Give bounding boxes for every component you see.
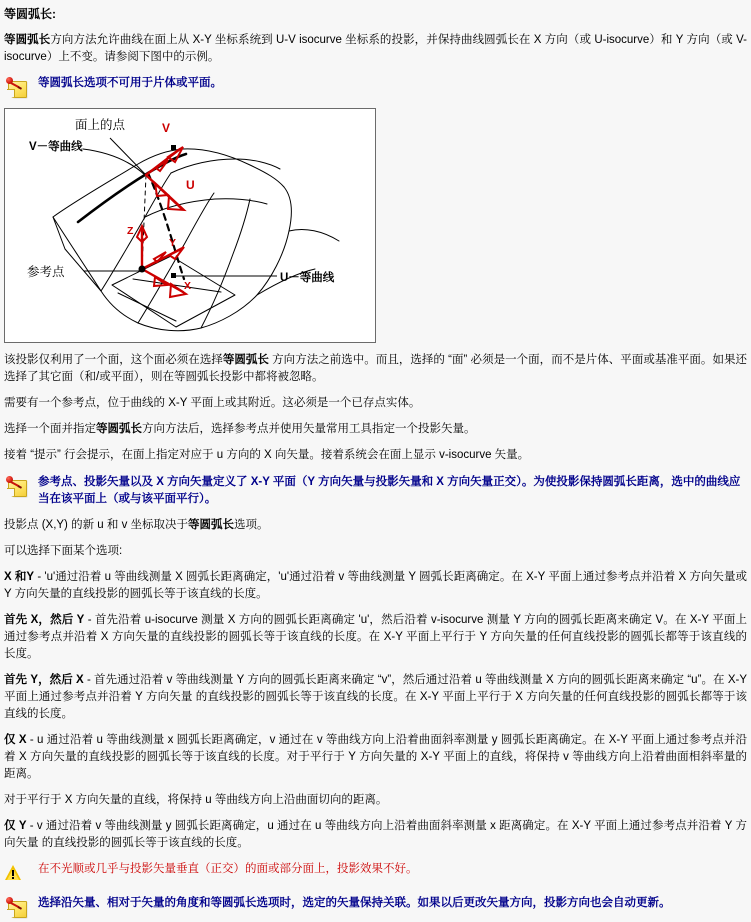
intro-bold-lead: 等圆弧长 — [4, 34, 51, 47]
warn-icon-wrap — [4, 862, 34, 886]
option-y-then-x-label: 首先 Y，然后 X — [4, 673, 84, 686]
option-x-only — [4, 732, 747, 783]
option-x-and-y — [4, 569, 747, 603]
intro-paragraph — [4, 32, 747, 66]
option-x-then-y-text: - 首先沿着 u-isocurve 测量 X 方向的圆弧长距离确定 'u'，然后沿着 v-isocurve 测量 Y 方向的圆弧长距离来确定 V。在 X-Y 平面上通过参考点并沿着 X 方向矢量的直线投影的圆弧长等于该直线的长度。在 X-Y 平面上平行于 Y 方向矢量的任何直线投影的圆弧长都等于该直线的长度。 — [4, 613, 747, 660]
option-x-then-y-label: 首先 X，然后 Y — [4, 613, 85, 626]
warning-callout — [4, 861, 747, 886]
para-uv-coords: 投影点 (X,Y) 的新 u 和 v 坐标取决于等圆弧长选项。 — [4, 518, 269, 531]
figure-label-point-on-face: 面上的点 — [75, 118, 126, 133]
option-x-and-y-text: - 'u'通过沿着 u 等曲线测量 X 圆弧长距离确定，'u'通过沿着 v 等曲线测量 Y 圆弧长距离确定。在 X-Y 平面上通过参考点并沿着 X 方向矢量或 Y 方向矢量的直线投影的圆弧长等于该直线的长度。 — [4, 570, 747, 600]
note-callout-2 — [4, 474, 747, 508]
para-reference-point: 需要有一个参考点，位于曲线的 X-Y 平面上或其附近。这必须是一个已存点实体。 — [4, 397, 421, 410]
note-icon-wrap-2 — [4, 475, 34, 499]
option-x-only-label: 仅 X — [4, 733, 27, 746]
note-icon-wrap — [4, 76, 34, 100]
note-text-2: 参考点、投影矢量以及 X 方向矢量定义了 X-Y 平面（Y 方向矢量与投影矢量和 X 方向矢量正交）。为使投影保持圆弧长距离，选中的曲线应当在该平面上（或与该平面平行）。 — [38, 475, 741, 505]
option-x-and-y-label: X 和Y — [4, 570, 35, 583]
option-x-only-text: - u 通过沿着 u 等曲线测量 x 圆弧长距离确定，v 通过在 v 等曲线方向上沿着曲面斜率测量 y 圆弧长距离确定。在 X-Y 平面上通过参考点并沿着 X 方向矢量的直线投影的圆弧长等于该直线的长度。对于平行于 Y 方向矢量的 X-Y 平面上的直线，将保持 v 等曲线方向上沿着曲面相斜率量的距离。 — [4, 733, 748, 780]
sticky-note-pushpin-icon — [4, 475, 30, 499]
note-icon-wrap-3 — [4, 896, 34, 920]
isoarclength-diagram — [4, 108, 376, 343]
option-y-only — [4, 818, 747, 852]
intro-rest: 方向方法允许曲线在面上从 X-Y 坐标系统到 U-V isocurve 坐标系的投影，并保持曲线圆弧长在 X 方向（或 U-isocurve）和 Y 方向（或 V-isocurve）上不变。请参阅下图中的示例。 — [4, 34, 747, 64]
page-title: 等圆弧长: — [4, 7, 56, 21]
figure-label-vector-u: U — [186, 178, 195, 193]
note-callout-3 — [4, 895, 747, 920]
para-parallel-x: 对于平行于 X 方向矢量的直线，将保持 u 等曲线方向上沿曲面切向的距离。 — [4, 793, 388, 806]
note-callout-1 — [4, 75, 747, 100]
figure-label-axis-z: Z — [127, 225, 134, 238]
para-after-figure: 该投影仅利用了一个面，这个面必须在选择等圆弧长 方向方法之前选中。而且，选择的 “面” 必须是一个面，而不是片体、平面或基准平面。如果还选择了其它面（和/或平面），则在等圆弧长投影中都将被忽略。 — [4, 354, 747, 384]
note-text-1: 等圆弧长选项不可用于片体或平面。 — [38, 77, 222, 90]
figure-label-axis-y: Y — [169, 237, 177, 250]
leader-v-isocurve — [83, 149, 145, 175]
figure-label-axis-x: X — [184, 280, 192, 293]
figure-label-reference-point: 参考点 — [27, 265, 65, 280]
option-x-then-y — [4, 612, 747, 663]
sticky-note-pushpin-icon — [4, 76, 30, 100]
option-y-then-x — [4, 672, 747, 723]
option-y-only-text: - v 通过沿着 v 等曲线测量 y 圆弧长距离确定，u 通过在 u 等曲线方向上沿着曲面斜率测量 x 距离确定。在 X-Y 平面上通过参考点并沿着 Y 方向矢量 的直线投影的圆弧长等于该直线的长度。 — [4, 819, 747, 849]
option-y-then-x-text: - 首先通过沿着 v 等曲线测量 Y 方向的圆弧长距离来确定 “v”，然后通过沿着 u 等曲线测量 X 方向的圆弧长距离来确定 “u”。在 X-Y 平面上通过参考点并沿着 Y 方向矢量 的直线投影的圆弧长等于该直线的长度。在 X-Y 平面上平行于 X 方向矢量的任何直线投影的圆弧长都等于该直线的长度。 — [4, 673, 747, 720]
para-cue-line: 接着 “提示” 行会提示，在面上指定对应于 u 方向的 X 向矢量。接着系统会在面上显示 v-isocurve 矢量。 — [4, 449, 530, 462]
figure-label-v-isocurve: V－等曲线 — [29, 141, 83, 154]
help-page — [0, 6, 751, 920]
warning-text: 在不光顺或几乎与投影矢量垂直（正交）的面或部分面上，投影效果不好。 — [38, 862, 418, 875]
warning-triangle-icon — [4, 864, 24, 882]
figure-label-u-isocurve: U－等曲线 — [280, 272, 335, 285]
sticky-note-pushpin-icon — [4, 896, 30, 920]
reference-point-dot — [139, 266, 145, 272]
figure-label-vector-v: V — [162, 121, 171, 136]
option-y-only-label: 仅 Y — [4, 819, 27, 832]
para-select-face: 选择一个面并指定等圆弧长方向方法后，选择参考点并使用矢量常用工具指定一个投影矢量。 — [4, 423, 476, 436]
para-options-lead: 可以选择下面某个选项: — [4, 544, 123, 557]
note-text-3: 选择沿矢量、相对于矢量的角度和等圆弧长选项时，选定的矢量保持关联。如果以后更改矢量方向，投影方向也会自动更新。 — [38, 896, 671, 909]
